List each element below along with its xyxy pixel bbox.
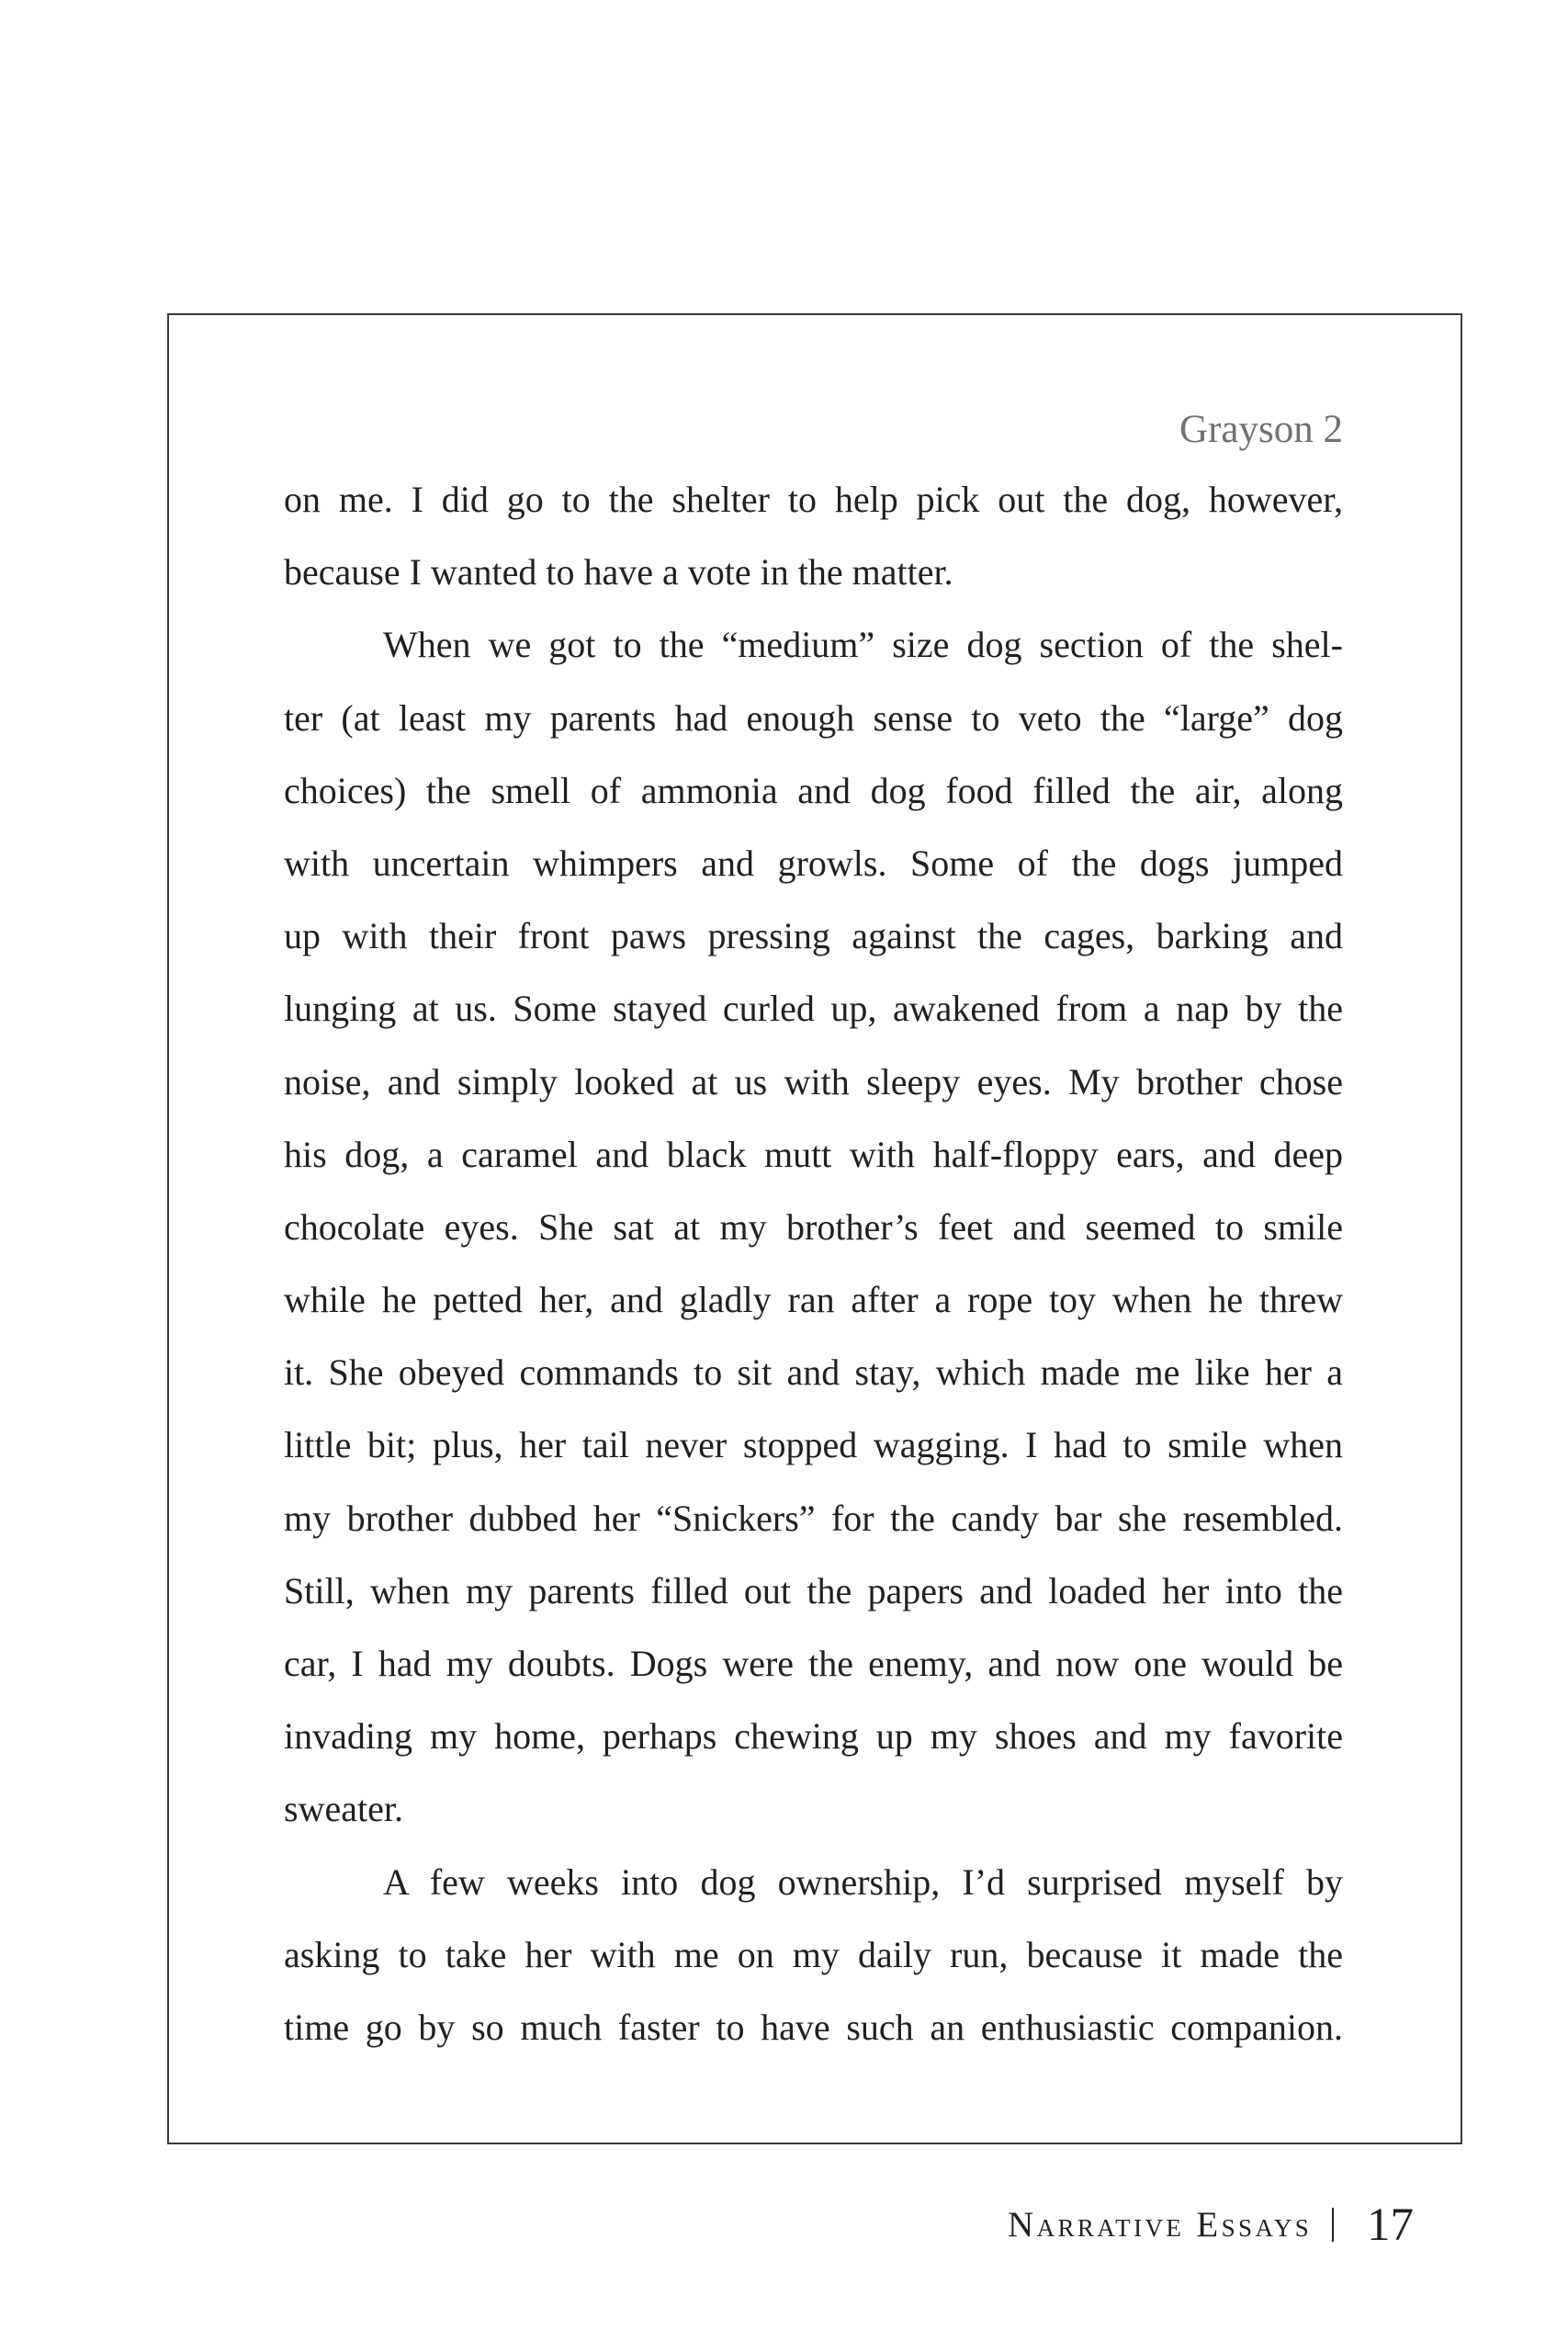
text-line: invading my home, perhaps chewing up my shoes and my favorite: [284, 1715, 1343, 1758]
footer-section-title: Narrative Essays: [1008, 2205, 1313, 2245]
text-line: time go by so much faster to have such an enthusiastic companion.: [284, 2006, 1343, 2048]
footer-divider: [1332, 2208, 1334, 2242]
text-line: it. She obeyed commands to sit and stay, which made me like her a: [284, 1351, 1343, 1394]
text-line: noise, and simply looked at us with sleepy eyes. My brother chose: [284, 1060, 1343, 1102]
running-head: Grayson 2: [1179, 408, 1343, 451]
text-line: because I wanted to have a vote in the matter.: [284, 551, 953, 594]
paragraph-first-line: A few weeks into dog ownership, I’d surprised myself by: [383, 1860, 1343, 1903]
text-line: ter (at least my parents had enough sense to veto the “large” dog: [284, 696, 1343, 739]
page-number: 17: [1367, 2199, 1414, 2251]
text-line: sweater.: [284, 1788, 403, 1830]
text-line: Still, when my parents filled out the papers and loaded her into the: [284, 1569, 1343, 1611]
text-line: little bit; plus, her tail never stopped wagging. I had to smile when: [284, 1424, 1343, 1466]
text-line: lunging at us. Some stayed curled up, awakened from a nap by the: [284, 988, 1343, 1030]
text-line: choices) the smell of ammonia and dog food filled the air, along: [284, 769, 1343, 811]
text-line: while he petted her, and gladly ran after a rope toy when he threw: [284, 1279, 1343, 1321]
text-line: up with their front paws pressing against the cages, barking and: [284, 915, 1343, 957]
text-line: his dog, a caramel and black mutt with half-floppy ears, and deep: [284, 1133, 1343, 1175]
text-line: chocolate eyes. She sat at my brother’s feet and seemed to smile: [284, 1205, 1343, 1248]
text-line: car, I had my doubts. Dogs were the enemy, and now one would be: [284, 1643, 1343, 1684]
text-line: my brother dubbed her “Snickers” for the candy bar she resembled.: [284, 1497, 1343, 1539]
text-line: with uncertain whimpers and growls. Some of the dogs jumped: [284, 842, 1343, 884]
paragraph-first-line: When we got to the “medium” size dog section of the shel-: [383, 624, 1343, 666]
text-line: asking to take her with me on my daily run, because it made the: [284, 1933, 1343, 1975]
essay-body: [284, 463, 1343, 2064]
text-line: on me. I did go to the shelter to help pick out the dog, however,: [284, 479, 1343, 520]
